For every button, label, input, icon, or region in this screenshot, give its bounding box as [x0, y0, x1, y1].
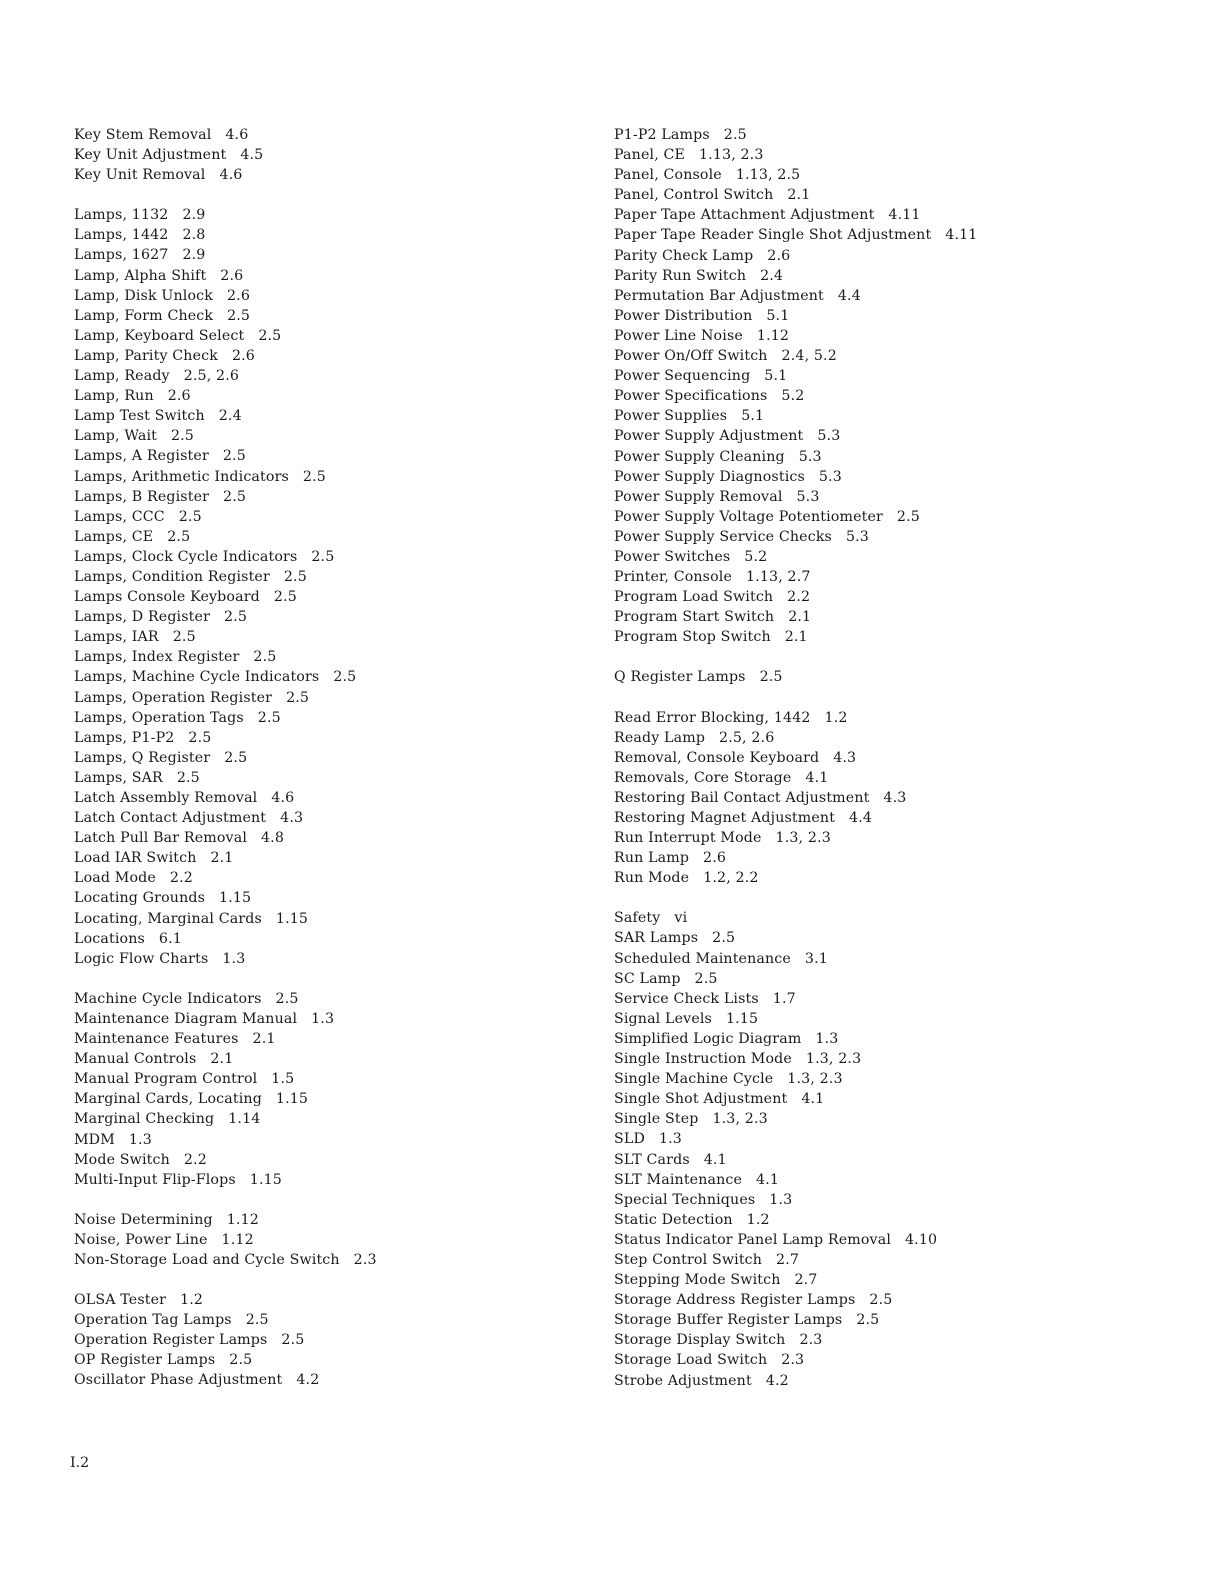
index-entry: Panel, Control Switch 2.1	[614, 187, 811, 204]
index-entry: Lamps, 1132 2.9	[74, 207, 206, 224]
index-entry: Locating Grounds 1.15	[74, 890, 252, 907]
index-entry: Simplified Logic Diagram 1.3	[614, 1030, 839, 1047]
index-entry: Power Line Noise 1.12	[614, 327, 790, 344]
index-entry: Lamp, Run 2.6	[74, 388, 191, 405]
index-entry: Single Shot Adjustment 4.1	[614, 1091, 825, 1108]
index-entry: SLT Maintenance 4.1	[614, 1171, 780, 1188]
index-entry: Power Specifications 5.2	[614, 388, 805, 405]
index-entry: Power Sequencing 5.1	[614, 368, 788, 385]
index-entry: Program Start Switch 2.1	[614, 609, 812, 626]
index-column-right	[614, 125, 1214, 1411]
index-entry: Storage Load Switch 2.3	[614, 1352, 805, 1369]
index-entry: Load IAR Switch 2.1	[74, 850, 234, 867]
index-entry: Lamps, Q Register 2.5	[74, 749, 248, 766]
index-entry: Power Supply Voltage Potentiometer 2.5	[614, 508, 920, 525]
index-entry: Lamp, Disk Unlock 2.6	[74, 287, 250, 304]
index-entry: Step Control Switch 2.7	[614, 1251, 800, 1268]
index-entry: OLSA Tester 1.2	[74, 1292, 204, 1309]
index-entry: Ready Lamp 2.5, 2.6	[614, 729, 775, 746]
index-entry: Run Mode 1.2, 2.2	[614, 870, 759, 887]
index-entry: Restoring Bail Contact Adjustment 4.3	[614, 789, 907, 806]
index-entry: Printer, Console 1.13, 2.7	[614, 569, 811, 586]
index-entry: Locations 6.1	[74, 930, 182, 947]
index-entry: Lamps, D Register 2.5	[74, 609, 248, 626]
index-entry: Operation Register Lamps 2.5	[74, 1332, 305, 1349]
index-entry: Parity Check Lamp 2.6	[614, 247, 791, 264]
index-entry: Program Stop Switch 2.1	[614, 629, 808, 646]
index-entry: Power Supply Service Checks 5.3	[614, 528, 869, 545]
index-entry: OP Register Lamps 2.5	[74, 1352, 253, 1369]
index-entry: Lamp, Form Check 2.5	[74, 307, 251, 324]
index-entry: Q Register Lamps 2.5	[614, 669, 783, 686]
index-entry: Power Distribution 5.1	[614, 307, 790, 324]
index-entry: SLD 1.3	[614, 1131, 682, 1148]
index-entry: Power Supply Adjustment 5.3	[614, 428, 841, 445]
index-entry: Special Techniques 1.3	[614, 1191, 793, 1208]
index-entry: Status Indicator Panel Lamp Removal 4.10	[614, 1231, 938, 1248]
index-entry: Power Supply Cleaning 5.3	[614, 448, 822, 465]
index-entry: Single Machine Cycle 1.3, 2.3	[614, 1071, 843, 1088]
index-entry: Paper Tape Reader Single Shot Adjustment 4.11	[614, 227, 978, 244]
index-entry: Strobe Adjustment 4.2	[614, 1372, 789, 1389]
index-entry: Power Supplies 5.1	[614, 408, 765, 425]
index-entry: Lamps, IAR 2.5	[74, 629, 196, 646]
index-entry: Lamps, Operation Tags 2.5	[74, 709, 281, 726]
index-entry: Parity Run Switch 2.4	[614, 267, 784, 284]
index-entry: Operation Tag Lamps 2.5	[74, 1312, 269, 1329]
index-entry: Latch Assembly Removal 4.6	[74, 790, 295, 806]
index-entry: SC Lamp 2.5	[614, 970, 718, 987]
index-entry: Mode Switch 2.2	[74, 1151, 207, 1168]
index-entry: Lamps, CE 2.5	[74, 528, 191, 545]
index-entry: Safety vi	[614, 910, 688, 927]
index-entry: Marginal Cards, Locating 1.15	[74, 1091, 309, 1108]
index-entry: Load Mode 2.2	[74, 870, 193, 887]
index-entry: Storage Display Switch 2.3	[614, 1332, 823, 1349]
index-entry: Storage Buffer Register Lamps 2.5	[614, 1312, 880, 1329]
index-entry: Lamps, A Register 2.5	[74, 448, 246, 465]
index-entry: Permutation Bar Adjustment 4.4	[614, 287, 861, 304]
index-entry: Lamps, 1442 2.8	[74, 227, 206, 244]
index-entry: Power Supply Diagnostics 5.3	[614, 468, 842, 485]
index-entry: Noise Determining 1.12	[74, 1211, 259, 1228]
page-number: I.2	[70, 1455, 90, 1471]
index-entry: Locating, Marginal Cards 1.15	[74, 910, 309, 927]
index-entry: Maintenance Features 2.1	[74, 1031, 276, 1048]
index-group-m	[74, 989, 574, 1190]
index-group-q	[614, 667, 1214, 687]
index-entry: Key Unit Removal 4.6	[74, 167, 243, 184]
index-entry: Single Step 1.3, 2.3	[614, 1111, 768, 1128]
index-entry: Lamps, P1-P2 2.5	[74, 729, 212, 746]
index-group-k	[74, 125, 574, 185]
index-entry: Lamps, Operation Register 2.5	[74, 689, 310, 706]
index-entry: Lamp, Ready 2.5, 2.6	[74, 368, 240, 385]
index-entry: Scheduled Maintenance 3.1	[614, 950, 828, 967]
index-entry: Latch Contact Adjustment 4.3	[74, 810, 304, 827]
index-entry: Run Lamp 2.6	[614, 850, 727, 867]
index-entry: Lamps, Index Register 2.5	[74, 649, 277, 666]
index-entry: Manual Program Control 1.5	[74, 1071, 295, 1088]
index-entry: Power On/Off Switch 2.4, 5.2	[614, 348, 837, 365]
index-entry: Logic Flow Charts 1.3	[74, 950, 246, 967]
index-entry: P1-P2 Lamps 2.5	[614, 127, 747, 143]
index-entry: Key Unit Adjustment 4.5	[74, 147, 264, 164]
index-entry: Lamps, Arithmetic Indicators 2.5	[74, 468, 326, 485]
index-group-s	[614, 908, 1214, 1390]
index-entry: Lamp, Alpha Shift 2.6	[74, 267, 244, 284]
index-entry: Lamps, 1627 2.9	[74, 247, 206, 264]
index-entry: Lamp Test Switch 2.4	[74, 408, 242, 425]
index-entry: Oscillator Phase Adjustment 4.2	[74, 1372, 320, 1389]
index-entry: Manual Controls 2.1	[74, 1051, 234, 1068]
index-entry: Machine Cycle Indicators 2.5	[74, 990, 299, 1007]
index-entry: Single Instruction Mode 1.3, 2.3	[614, 1051, 862, 1068]
index-entry: Lamp, Wait 2.5	[74, 428, 194, 445]
index-entry: Panel, Console 1.13, 2.5	[614, 167, 801, 184]
index-entry: Panel, CE 1.13, 2.3	[614, 147, 764, 164]
index-entry: Run Interrupt Mode 1.3, 2.3	[614, 830, 831, 847]
index-entry: Maintenance Diagram Manual 1.3	[74, 1010, 335, 1027]
index-entry: SLT Cards 4.1	[614, 1151, 727, 1168]
index-entry: Noise, Power Line 1.12	[74, 1231, 254, 1248]
index-entry: Storage Address Register Lamps 2.5	[614, 1292, 893, 1309]
index-group-p	[614, 125, 1214, 647]
index-entry: Removal, Console Keyboard 4.3	[614, 749, 857, 766]
index-entry: Multi-Input Flip-Flops 1.15	[74, 1171, 282, 1188]
index-entry: Program Load Switch 2.2	[614, 589, 811, 606]
index-group-o	[74, 1290, 574, 1390]
index-entry: Lamps, CCC 2.5	[74, 508, 202, 525]
index-group-l	[74, 205, 574, 969]
index-entry: Power Switches 5.2	[614, 548, 768, 565]
index-entry: Lamps Console Keyboard 2.5	[74, 589, 297, 606]
index-entry: Lamps, B Register 2.5	[74, 488, 247, 505]
index-entry: Signal Levels 1.15	[614, 1010, 759, 1027]
index-group-r	[614, 708, 1214, 889]
index-group-n	[74, 1210, 574, 1270]
index-entry: Static Detection 1.2	[614, 1211, 770, 1228]
index-entry: SAR Lamps 2.5	[614, 930, 736, 947]
index-entry: Power Supply Removal 5.3	[614, 488, 820, 505]
index-entry: Service Check Lists 1.7	[614, 990, 796, 1007]
index-column-left	[74, 125, 574, 1411]
index-entry: Lamps, SAR 2.5	[74, 769, 200, 786]
index-entry: Marginal Checking 1.14	[74, 1111, 261, 1128]
index-entry: MDM 1.3	[74, 1131, 152, 1148]
index-entry: Removals, Core Storage 4.1	[614, 769, 829, 786]
index-entry: Lamps, Clock Cycle Indicators 2.5	[74, 548, 335, 565]
index-entry: Paper Tape Attachment Adjustment 4.11	[614, 207, 921, 224]
index-entry: Lamp, Keyboard Select 2.5	[74, 327, 282, 344]
index-entry: Non-Storage Load and Cycle Switch 2.3	[74, 1251, 377, 1268]
index-entry: Key Stem Removal 4.6	[74, 127, 249, 143]
index-entry: Lamps, Condition Register 2.5	[74, 568, 307, 585]
index-entry: Lamps, Machine Cycle Indicators 2.5	[74, 669, 357, 686]
index-entry: Restoring Magnet Adjustment 4.4	[614, 810, 873, 826]
index-entry: Read Error Blocking, 1442 1.2	[614, 709, 848, 726]
index-entry: Latch Pull Bar Removal 4.8	[74, 830, 284, 847]
index-entry: Stepping Mode Switch 2.7	[614, 1272, 818, 1289]
index-entry: Lamp, Parity Check 2.6	[74, 347, 255, 364]
